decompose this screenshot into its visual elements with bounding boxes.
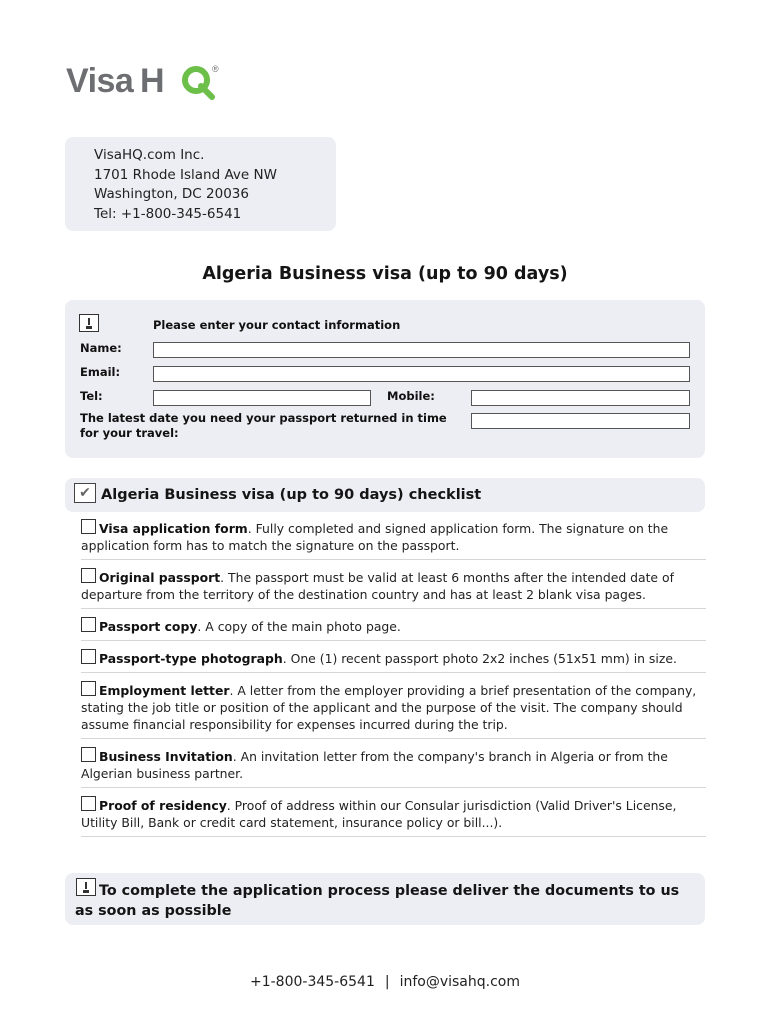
checklist-item [81,617,706,641]
mobile-field[interactable] [471,390,690,406]
item-checkbox[interactable] [81,568,96,583]
checklist-item [81,681,706,739]
return-date-label: The latest date you need your passport returned in time for your travel: [80,411,447,440]
name-field[interactable] [153,342,690,358]
address-box [65,137,336,231]
item-checkbox[interactable] [81,681,96,696]
svg-text:H: H [140,62,165,100]
notice-box [65,873,705,925]
street-address: 1701 Rhode Island Ave NW [94,166,277,183]
item-checkbox[interactable] [81,747,96,762]
item-description: . A copy of the main photo page. [197,619,401,634]
item-checkbox[interactable] [81,519,96,534]
item-description: . The passport must be valid at least 6 months after the intended date of departure from the territory of the destination country and has at least 2 blank visa pages. [81,570,674,602]
footer-email[interactable]: info@visahq.com [399,974,520,990]
item-title: Employment letter [99,683,230,698]
checklist-item [81,519,706,560]
item-title: Proof of residency [99,798,227,813]
svg-text:®: ® [212,64,219,74]
item-title: Visa application form [99,521,248,536]
item-title: Business Invitation [99,749,233,764]
item-checkbox[interactable] [81,796,96,811]
checklist-header [65,478,705,512]
checkmark-icon: ✔ [74,483,96,503]
checklist-title: Algeria Business visa (up to 90 days) checklist [101,487,482,503]
contact-heading: Please enter your contact information [153,318,401,332]
email-label: Email: [80,365,121,379]
checklist-item [81,796,706,837]
item-description: . Fully completed and signed application form. The signature on the application form has to match the signature on the passport. [81,521,669,553]
item-description: . An invitation letter from the company's branch in Algeria or from the Algerian business partner. [81,749,668,781]
company-tel: Tel: +1-800-345-6541 [94,205,242,222]
item-description: . One (1) recent passport photo 2x2 inches (51x51 mm) in size. [282,651,677,666]
footer-phone: +1-800-345-6541 [249,974,375,990]
checklist-item [81,747,706,788]
item-description: . A letter from the employer providing a brief presentation of the company, stating the job title or position of the applicant and the purpose of the visit. The company should assume financial responsibility for expenses incurred during the trip. [81,683,697,732]
name-label: Name: [80,341,122,355]
item-title: Original passport [99,570,221,585]
footer-separator: | [384,974,390,990]
item-title: Passport copy [99,619,198,634]
item-description: . Proof of address within our Consular jurisdiction (Valid Driver's License, Utility Bill, Bank or credit card statement, insurance policy or bill...). [81,798,677,830]
company-name: VisaHQ.com Inc. [94,147,205,163]
checklist-item [81,568,706,609]
tel-label: Tel: [80,389,103,403]
item-title: Passport-type photograph [99,651,283,666]
checklist-items [81,519,706,837]
item-checkbox[interactable] [81,617,96,632]
return-date-field[interactable] [471,413,690,429]
tel-field[interactable] [153,390,371,406]
info-icon [79,314,99,332]
email-field[interactable] [153,366,690,382]
item-checkbox[interactable] [81,649,96,664]
city-address: Washington, DC 20036 [94,186,249,202]
mobile-label: Mobile: [387,389,435,403]
checklist-item [81,649,706,673]
footer [0,974,770,990]
visahq-logo [66,58,226,104]
svg-text:Visa: Visa [66,62,134,100]
notice-text: To complete the application process please deliver the documents to us as soon as possible [75,883,680,919]
contact-form [65,300,705,458]
page-title: Algeria Business visa (up to 90 days) [202,264,568,284]
